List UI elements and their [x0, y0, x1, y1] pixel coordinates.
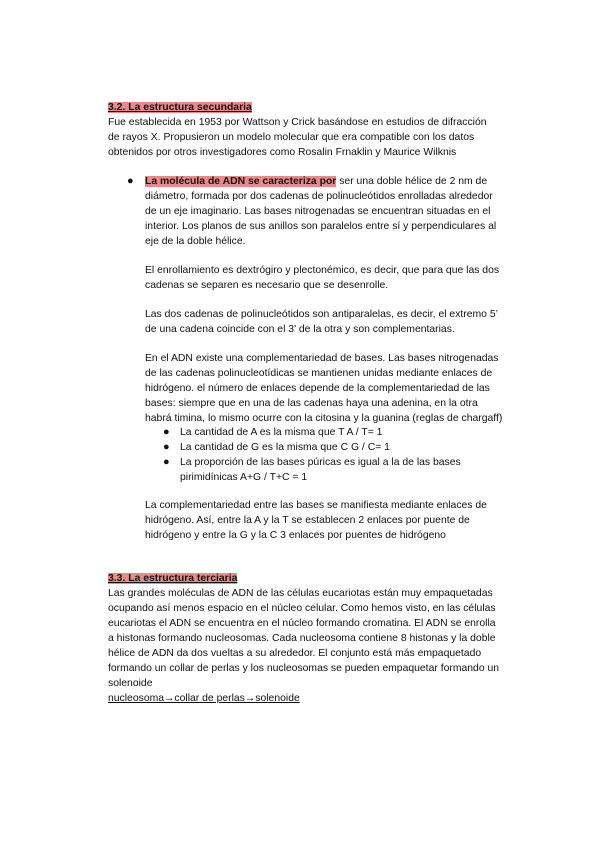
- paragraph-line: interior. Los planos de sus anillos son paralelos entre sí y perpendiculares al: [145, 221, 497, 232]
- paragraph-line: ocupando así menos espacio en el núcleo celular. Como hemos visto, en las células: [108, 603, 496, 614]
- bullet-dot-icon: ●: [163, 426, 170, 438]
- paragraph-line: hidrógeno. el número de enlaces depende de la complementariedad de las: [145, 383, 490, 394]
- paragraph-line: La complementariedad entre las bases se manifiesta mediante enlaces de: [145, 500, 487, 511]
- sequence-line: nucleosoma→collar de perlas→solenoide: [108, 693, 300, 704]
- sub-bullet-item: La cantidad de G es la misma que C G / C= 1: [180, 442, 390, 453]
- paragraph-line: de las cadenas polinucleotídicas se mantienen unidas mediante enlaces de: [145, 368, 493, 379]
- paragraph-line: de una cadena coincide con el 3’ de la otra y son complementarias.: [145, 324, 455, 335]
- bullet-dot-icon: ●: [163, 441, 170, 453]
- paragraph-line: En el ADN existe una complementariedad de bases. Las bases nitrogenadas: [145, 353, 499, 364]
- paragraph-line: hidrógeno. Así, entre la A y la T se establecen 2 enlaces por puente de: [145, 515, 470, 526]
- paragraph-line: Las grandes moléculas de ADN de las células eucariotas están muy empaquetadas: [108, 588, 493, 599]
- sub-bullet-item: La cantidad de A es la misma que T A / T= 1: [180, 427, 383, 438]
- sub-bullet-item: La proporción de las bases púricas es igual a la de las bases: [180, 457, 461, 468]
- paragraph-line: a histonas formando nucleosomas. Cada nucleosoma contiene 8 histonas y la doble: [108, 633, 496, 644]
- paragraph-line: formando un collar de perlas y los nucleosomas se pueden empaquetar formando un: [108, 663, 500, 674]
- bullet-item: La molécula de ADN se caracteriza por ser una doble hélice de 2 nm de: [145, 176, 488, 187]
- paragraph-line: El enrollamiento es dextrógiro y plectonémico, es decir, que para que las dos: [145, 265, 500, 276]
- paragraph-line: solenoide: [108, 678, 153, 689]
- bullet-dot-icon: ●: [163, 456, 170, 468]
- sub-bullet-continuation: pirimidínicas A+G / T+C = 1: [180, 472, 308, 483]
- paragraph-line: hidrógeno y entre la G y la C 3 enlaces por puentes de hidrógeno: [145, 530, 446, 541]
- paragraph-line: hélice de ADN da dos vueltas a su alrededor. El conjunto está más empaquetado: [108, 648, 482, 659]
- paragraph-line: Las dos cadenas de polinucleótidos son antiparalelas, es decir, el extremo 5’: [145, 309, 498, 320]
- section-heading-3-2: 3.2. La estructura secundaria: [108, 102, 252, 113]
- paragraph-line: Fue establecida en 1953 por Wattson y Crick basándose en estudios de difracción: [108, 117, 487, 128]
- paragraph-line: de un eje imaginario. Las bases nitrogenadas se encuentran situadas en el: [145, 206, 491, 217]
- bullet-dot-icon: ●: [127, 175, 134, 187]
- paragraph-line: obtenidos por otros investigadores como Rosalin Frnaklin y Maurice Wilknis: [108, 147, 457, 158]
- paragraph-line: bases: siempre que en una de las cadenas haya una adenina, en la otra: [145, 398, 478, 409]
- paragraph-line: eucariotas el ADN se encuentra en el núcleo formando cromatina. El ADN se enrolla: [108, 618, 496, 629]
- paragraph-line: eje de la doble hélice.: [145, 236, 246, 247]
- highlighted-phrase: La molécula de ADN se caracteriza por: [145, 176, 337, 187]
- section-heading-3-3: 3.3. La estructura terciaria: [108, 573, 238, 584]
- paragraph-line: cadenas se separen es necesario que se desenrolle.: [145, 280, 389, 291]
- paragraph-line: de rayos X. Propusieron un modelo molecular que era compatible con los datos: [108, 132, 475, 143]
- paragraph-line: habrá timina, lo mismo ocurre con la citosina y la guanina (reglas de chargaff): [145, 413, 503, 424]
- paragraph-line: diámetro, formada por dos cadenas de polinucleótidos enrolladas alrededor: [145, 191, 493, 202]
